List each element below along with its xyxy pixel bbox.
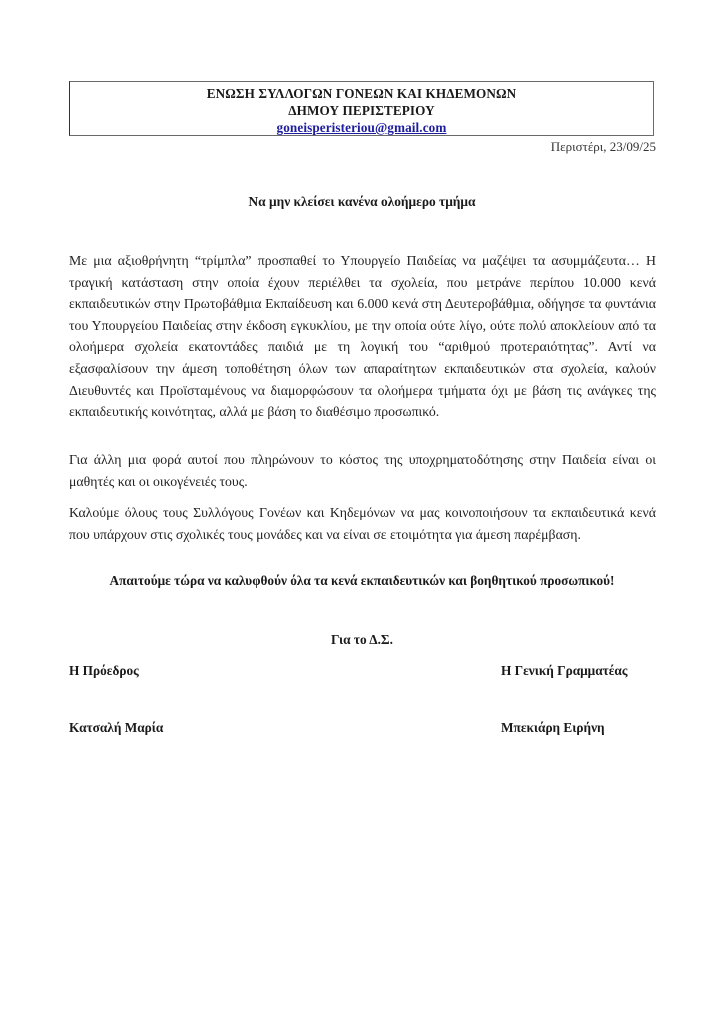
org-name-line1: ΕΝΩΣΗ ΣΥΛΛΟΓΩΝ ΓΟΝΕΩΝ ΚΑΙ ΚΗΔΕΜΟΝΩΝ	[206, 86, 517, 101]
org-name-line2: ΔΗΜΟΥ ΠΕΡΙΣΤΕΡΙΟΥ	[288, 103, 435, 118]
secretary-role: Η Γενική Γραμματέας	[501, 663, 628, 678]
demand-statement: Απαιτούμε τώρα να καλυφθούν όλα τα κενά εκπαιδευτικών και βοηθητικού προσωπικού!	[109, 573, 615, 588]
document-title: Να μην κλείσει κανένα ολοήμερο τμήμα	[248, 194, 476, 209]
paragraph-2: Για άλλη μια φορά αυτοί που πληρώνουν το κόστος της υποχρηματοδότησης στην Παιδεία είναι οι μαθητές και οι οικογένειές τους.	[69, 452, 656, 489]
paragraph-3: Καλούμε όλους τους Συλλόγους Γονέων και Κηδεμόνων να μας κοινοποιήσουν τα εκπαιδευτικά κενά που υπάρχουν στις σχολικές τους μονάδες και να είναι σε ετοιμότητα για άμεση παρέμβαση.	[69, 505, 656, 542]
letterhead-box	[69, 81, 654, 136]
email-link[interactable]: goneisperisteriou@gmail.com	[276, 120, 447, 135]
president-role: Η Πρόεδρος	[69, 663, 139, 678]
president-name: Κατσαλή Μαρία	[69, 720, 164, 735]
paragraph-1: Με μια αξιοθρήνητη “τρίμπλα” προσπαθεί το Υπουργείο Παιδείας να μαζέψει τα ασυμμάζευτα… Η τραγική κατάσταση στην οποία έχουν περιέλθει τα σχολεία, που μετράνε περίπου 10.000 κενά εκπαιδευτικών στην Πρωτοβάθμια Εκπαίδευση και 6.000 κενά στη Δευτεροβάθμια, οδήγησε τα φυντάνια του Υπουργείου Παιδείας στην έκδοση εγκυκλίου, με την οποία ούτε λίγο, ούτε πολύ αποκλείουν από τα ολοήμερα σχολεία εκατοντάδες παιδιά με τη λογική του “αριθμού προτεραιότητας”. Αντί να εξασφαλίσουν την άμεση τοποθέτηση όλων των απαραίτητων εκπαιδευτικών στα σχολεία, καλούν Διευθυντές και Προϊσταμένους να διαμορφώσουν τα ολοήμερα τμήματα όχι με βάση τις ανάγκες της εκπαιδευτικής κοινότητας, αλλά με βάση το διαθέσιμο προσωπικό.	[69, 253, 656, 420]
secretary-name: Μπεκιάρη Ειρήνη	[501, 720, 605, 735]
date-line: Περιστέρι, 23/09/25	[550, 139, 656, 154]
for-board-label: Για το Δ.Σ.	[331, 632, 393, 647]
